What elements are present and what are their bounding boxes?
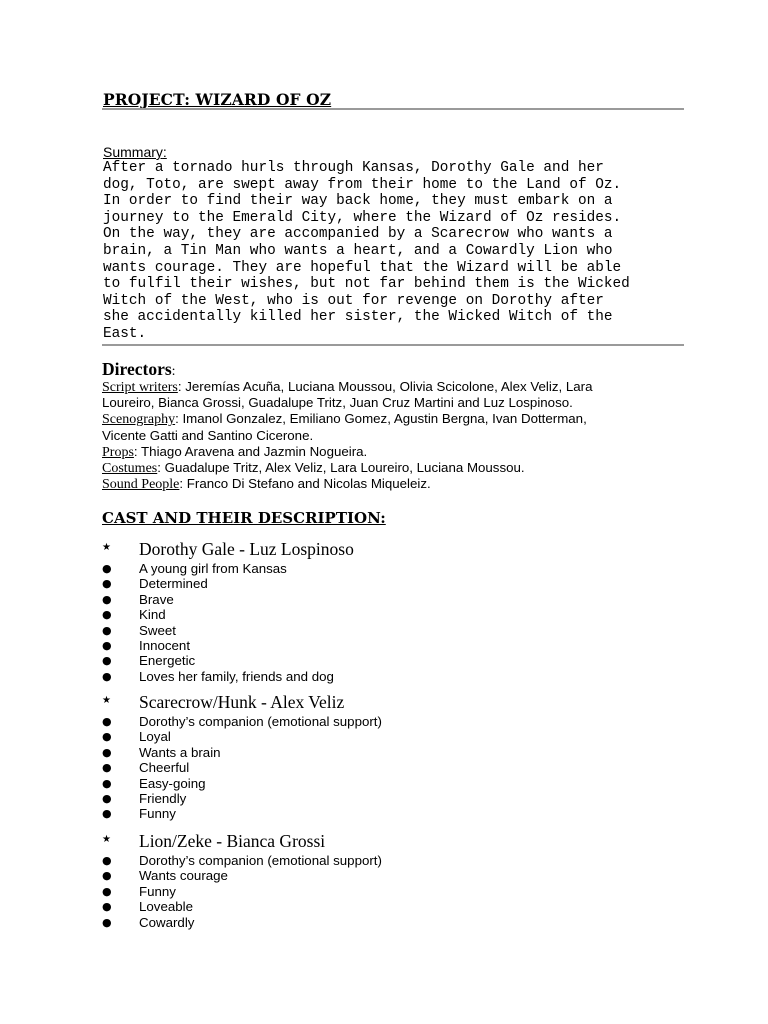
role-members: Loureiro, Bianca Grossi, Guadalupe Tritz, Juan Cruz Martini and Luz Lospinoso. [102, 395, 573, 411]
role-members: : Franco Di Stefano and Nicolas Miqueleiz. [179, 476, 431, 492]
bullet-icon: ● [102, 592, 112, 606]
summary-line: dog, Toto, are swept away from their home to the Land of Oz. [103, 176, 622, 193]
bullet-icon: ● [102, 900, 112, 914]
bullet-icon: ● [102, 577, 112, 591]
summary-line: After a tornado hurls through Kansas, Dorothy Gale and her [103, 160, 604, 176]
character-name: Scarecrow/Hunk - Alex Veliz [139, 692, 345, 712]
bullet-icon: ● [102, 608, 112, 622]
summary-line: to fulfil their wishes, but not far behind them is the Wicked [103, 276, 630, 293]
trait-text: Cheerful [139, 760, 190, 776]
bullet-icon: ● [102, 562, 112, 575]
directors-credits [102, 379, 592, 492]
bullet-icon: ● [102, 807, 112, 821]
credit-line [102, 411, 592, 427]
trait-text: Loves her family, friends and dog [139, 668, 334, 684]
bullet-icon: ● [102, 715, 112, 728]
trait-text: Funny [139, 806, 176, 822]
character-name: Dorothy Gale - Luz Lospinoso [139, 539, 354, 559]
trait-text: Wants a brain [139, 744, 221, 760]
trait-text: Loyal [139, 729, 171, 745]
title-divider [102, 108, 684, 110]
credit-line [102, 428, 592, 444]
summary-line: journey to the Emerald City, where the Wizard of Oz resides. [103, 209, 622, 226]
bullet-icon: ● [102, 669, 112, 683]
summary-line: brain, a Tin Man who wants a heart, and a Cowardly Lion who [103, 242, 613, 259]
bullet-icon: ● [102, 745, 112, 759]
role-members: : Guadalupe Tritz, Alex Veliz, Lara Loureiro, Luciana Moussou. [157, 459, 525, 475]
role-label: Scenography [102, 412, 176, 428]
role-label: Costumes [102, 460, 158, 476]
trait-text: Kind [139, 607, 166, 623]
summary-colon: : [162, 144, 167, 160]
star-icon: ★ [102, 695, 111, 706]
cast-heading: CAST AND THEIR DESCRIPTION: [102, 509, 386, 527]
trait-text: Energetic [139, 653, 196, 669]
summary-line: On the way, they are accompanied by a Scarecrow who wants a [103, 226, 613, 243]
bullet-icon: ● [102, 730, 112, 744]
role-members: Vicente Gatti and Santino Cicerone. [102, 427, 314, 443]
directors-heading-text: Directors [102, 359, 172, 379]
trait-text: Funny [139, 883, 176, 899]
directors-colon: : [171, 364, 176, 379]
summary-heading [103, 144, 167, 160]
trait-text: Dorothy’s companion (emotional support) [139, 853, 382, 868]
role-members: : Jeremías Acuña, Luciana Moussou, Olivia Scicolone, Alex Veliz, Lara [177, 379, 593, 394]
bullet-icon: ● [102, 654, 112, 668]
trait-text: Sweet [139, 622, 176, 638]
role-members: : Imanol Gonzalez, Emiliano Gomez, Agustin Bergna, Ivan Dotterman, [175, 411, 587, 427]
directors-heading [102, 359, 176, 380]
summary-divider [102, 344, 684, 346]
bullet-icon: ● [102, 791, 112, 805]
document-title: PROJECT: WIZARD OF OZ [103, 90, 332, 109]
bullet-icon: ● [102, 638, 112, 652]
trait-text: Brave [139, 591, 174, 607]
trait-text: Loveable [139, 899, 193, 915]
summary-text [103, 160, 630, 343]
credit-line [102, 476, 592, 492]
role-members: : Thiago Aravena and Jazmin Nogueira. [133, 443, 368, 459]
summary-label: Summary [103, 144, 163, 160]
star-icon: ★ [102, 834, 111, 845]
trait-text: Friendly [139, 790, 187, 806]
bullet-icon: ● [102, 869, 112, 883]
bullet-icon: ● [102, 854, 112, 867]
summary-line: East. [103, 325, 147, 342]
credit-line [102, 444, 592, 460]
bullet-icon: ● [102, 776, 112, 790]
trait-text: Wants courage [139, 868, 228, 884]
bullet-icon: ● [102, 884, 112, 898]
summary-line: she accidentally killed her sister, the Wicked Witch of the [103, 309, 613, 326]
trait-text: A young girl from Kansas [139, 561, 287, 576]
trait-text: Determined [139, 576, 208, 592]
trait-text: Cowardly [139, 914, 195, 930]
credit-line [102, 379, 592, 395]
summary-line: Witch of the West, who is out for revenge on Dorothy after [103, 292, 604, 309]
bullet-icon: ● [102, 915, 112, 929]
role-label: Sound People [102, 477, 180, 493]
summary-line: wants courage. They are hopeful that the Wizard will be able [103, 259, 622, 276]
bullet-icon: ● [102, 761, 112, 775]
trait-text: Easy-going [139, 775, 206, 791]
credit-line [102, 395, 592, 411]
credit-line [102, 460, 592, 476]
trait-text: Dorothy’s companion (emotional support) [139, 714, 382, 729]
bullet-icon: ● [102, 623, 112, 637]
summary-line: In order to find their way back home, they must embark on a [103, 193, 613, 210]
character-name: Lion/Zeke - Bianca Grossi [139, 831, 326, 851]
star-icon: ★ [102, 542, 111, 553]
trait-text: Innocent [139, 637, 191, 653]
role-label: Props [102, 444, 134, 460]
role-label: Script writers [102, 380, 178, 395]
